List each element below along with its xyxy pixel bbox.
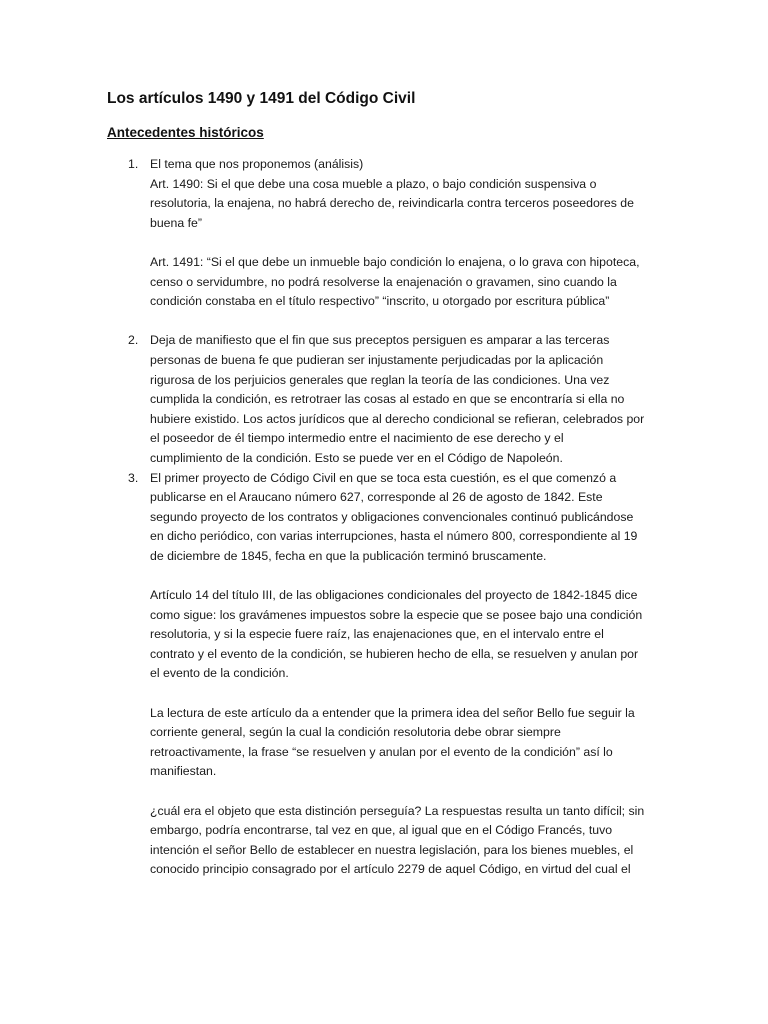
paragraph-gap bbox=[150, 684, 668, 704]
text-line: manifiestan. bbox=[150, 764, 217, 779]
paragraph-gap bbox=[150, 566, 668, 586]
text-line: personas de buena fe que pudieran ser injustamente perjudicadas por la aplicación bbox=[150, 352, 604, 367]
paragraph bbox=[150, 802, 668, 880]
paragraph-gap bbox=[150, 782, 668, 802]
text-line: Art. 1491: “Si el que debe un inmueble bajo condición lo enajena, o lo grava con hipoteca, bbox=[150, 254, 640, 269]
text-line: embargo, podría encontrarse, tal vez en que, al igual que en el Código Francés, tuvo bbox=[150, 823, 613, 838]
text-line: conocido principio consagrado por el artículo 2279 de aquel Código, en virtud del cual el bbox=[150, 862, 631, 877]
text-line: el evento de la condición. bbox=[150, 666, 289, 681]
text-line: corriente general, según la cual la condición resolutoria debe obrar siempre bbox=[150, 725, 561, 740]
text-line: resolutoria, y si la especie fuere raíz, las enajenaciones que, en el intervalo entre el bbox=[150, 627, 604, 642]
list-item-number: 2. bbox=[128, 333, 139, 348]
text-line: cumplida la condición, es retrotraer las cosas al estado en que se encontraría si ella no bbox=[150, 392, 625, 407]
text-line: el poseedor de él tiempo intermedio entre el nacimiento de ese derecho y el bbox=[150, 431, 564, 446]
paragraph bbox=[150, 331, 668, 468]
text-line: rigurosa de los perjuicios generales que reglan la teoría de las condiciones. Una vez bbox=[150, 372, 610, 387]
text-line: de diciembre de 1845, fecha en que la publicación terminó bruscamente. bbox=[150, 548, 547, 563]
text-line: censo o servidumbre, no podrá resolverse la enajenación o gravamen, sino cuando la bbox=[150, 274, 617, 289]
text-line: resolutoria, la enajena, no habrá derecho de, reivindicarla contra terceros poseedores de bbox=[150, 196, 634, 211]
paragraph bbox=[150, 586, 668, 684]
text-line: retroactivamente, la frase “se resuelven y anulan por el evento de la condición” así lo bbox=[150, 744, 613, 759]
list-item-number: 3. bbox=[128, 470, 139, 485]
text-line: como sigue: los gravámenes impuestos sobre la especie que se posee bajo una condición bbox=[150, 607, 643, 622]
list-item bbox=[128, 155, 668, 312]
text-line: en dicho periódico, con varias interrupciones, hasta el número 800, correspondiente al 19 bbox=[150, 529, 638, 544]
text-line: condición constaba en el título respectivo” “inscrito, u otorgado por escritura pública” bbox=[150, 294, 610, 309]
text-line: ¿cuál era el objeto que esta distinción perseguía? La respuestas resulta un tanto difícil; sin bbox=[150, 803, 645, 818]
paragraph bbox=[150, 155, 668, 233]
text-line: El tema que nos proponemos (análisis) bbox=[150, 157, 364, 171]
text-line: buena fe” bbox=[150, 215, 202, 230]
paragraph bbox=[150, 704, 668, 782]
document-title: Los artículos 1490 y 1491 del Código Civil bbox=[107, 90, 416, 107]
text-line: Deja de manifiesto que el fin que sus preceptos persiguen es amparar a las terceras bbox=[150, 333, 610, 348]
paragraph bbox=[150, 253, 668, 312]
list-item bbox=[128, 331, 668, 468]
text-line: hubiere existido. Los actos jurídicos que al derecho condicional se refieran, celebrados por bbox=[150, 411, 645, 426]
text-line: publicarse en el Araucano número 627, corresponde al 26 de agosto de 1842. Este bbox=[150, 490, 603, 505]
list-item bbox=[128, 469, 668, 880]
text-line: Artículo 14 del título III, de las obligaciones condicionales del proyecto de 1842-1845 dice bbox=[150, 588, 638, 603]
paragraph bbox=[150, 469, 668, 567]
text-line: contrato y el evento de la condición, se hubieren hecho de ella, se resuelven y anulan por bbox=[150, 646, 639, 661]
paragraph-gap bbox=[150, 233, 668, 253]
numbered-list bbox=[128, 155, 668, 880]
text-line: Art. 1490: Si el que debe una cosa mueble a plazo, o bajo condición suspensiva o bbox=[150, 176, 597, 191]
list-item-number: 1. bbox=[128, 157, 139, 171]
section-heading: Antecedentes históricos bbox=[107, 125, 264, 140]
text-line: El primer proyecto de Código Civil en que se toca esta cuestión, es el que comenzó a bbox=[150, 470, 617, 485]
text-line: La lectura de este artículo da a entender que la primera idea del señor Bello fue seguir la bbox=[150, 705, 635, 720]
text-line: cumplimiento de la condición. Esto se puede ver en el Código de Napoleón. bbox=[150, 450, 563, 465]
text-line: segundo proyecto de los contratos y obligaciones convencionales continuó publicándose bbox=[150, 509, 634, 524]
text-line: intención el señor Bello de establecer en nuestra legislación, para los bienes muebles, el bbox=[150, 842, 634, 857]
